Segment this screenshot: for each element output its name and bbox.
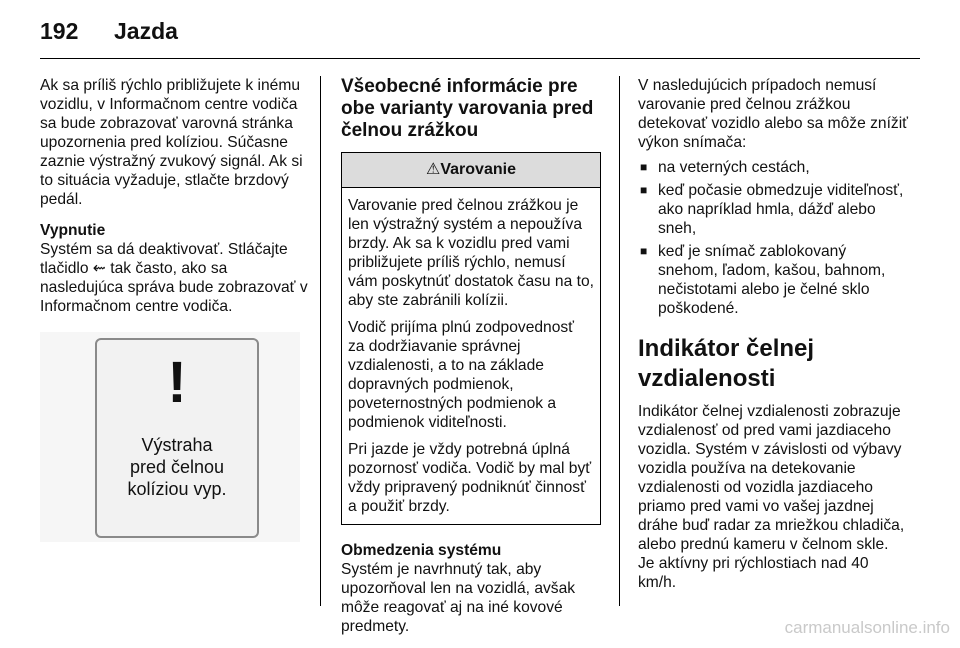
bullet-list [638,158,908,318]
driver-info-screen [95,338,259,538]
list-item: ■ keď počasie obmedzuje viditeľnosť, ako napríklad hmla, dážď alebo sneh, [638,181,908,238]
column-divider [320,76,321,606]
paragraph: Vodič prijíma plnú zodpovednosť za dodržiavanie správnej vzdialenosti, a to na základe dopravných podmienok, poveternostných podmienok a podmienok viditeľnosti. [348,319,575,431]
screen-line: Výstraha [141,435,213,455]
paragraph: Systém je navrhnutý tak, aby upozorňoval len na vozidlá, avšak môže reagovať aj na iné kovové predmety. [341,561,576,635]
screen-line: pred čelnou [129,457,225,477]
list-item: ■ keď je snímač zablokovaný snehom, ľadom, kašou, bahnom, nečistotami alebo je čelné sklo poškodené. [638,242,908,318]
paragraph: Indikátor čelnej vzdialenosti zobrazuje vzdialenosť od pred vami jazdiaceho vozidla. Systém v závislosti od výbavy vozidla používa na detekovanie vzdialenosti od vozidla jazdiaceho priamo pred vami vo vašej jazdnej dráhe buď radar za mriežkou chladiča, alebo prednú kameru v čelnom skle. Je aktívny pri rýchlostiach nad 40 km/h. [638,403,905,591]
paragraph: Varovanie pred čelnou zrážkou je len výstražný systém a nepoužíva brzdy. Ak sa k vozidlu pred vami približujete príliš rýchlo, nemusí vám poskytnúť dostatok času na to, aby ste zabránili kolízii. [348,197,594,309]
page-number: 192 [40,18,79,44]
subheading-limits: Obmedzenia systému [341,542,502,559]
page-header [40,18,178,45]
section-heading: Indikátor čelnej vzdialenosti [638,335,815,392]
screen-line: kolíziou vyp. [127,479,227,499]
chapter-title: Jazda [114,18,178,44]
warning-box [341,152,601,525]
warning-body [342,188,600,524]
warning-triangle-icon: ⚠ [426,161,441,178]
column-1 [40,76,308,542]
column-divider [619,76,620,606]
display-illustration [40,332,300,542]
list-item: ■ na veterných cestách, [638,158,908,177]
watermark: carmanualsonline.info [784,618,950,637]
subheading-off: Vypnutie [40,222,106,239]
column-2 [341,76,601,648]
paragraph: Systém sa dá deaktivovať. Stláčajte tlačidlo ⇜ tak často, ako sa nasledujúca správa bude zobrazovať v Informačnom centre vodiča. [40,241,308,315]
header-rule [40,58,920,59]
paragraph: Ak sa príliš rýchlo približujete k inému vozidlu, v Informačnom centre vodiča sa bude zobrazovať varovná stránka upozornenia pred kolíziou. Súčasne zaznie výstražný zvukový signál. Ak si to situácia vyžaduje, stlačte brzdový pedál. [40,77,303,208]
paragraph: V nasledujúcich prípadoch nemusí varovanie pred čelnou zrážkou detekovať vozidlo alebo sa môže znížiť výkon snímača: [638,77,909,151]
exclamation-icon: ! [167,350,187,415]
column-3 [638,76,908,604]
screen-message [97,434,257,500]
section-heading: Všeobecné informácie pre obe varianty varovania pred čelnou zrážkou [341,76,594,141]
warning-title: Varovanie [440,161,516,178]
warning-header [342,153,600,188]
paragraph: Pri jazde je vždy potrebná úplná pozornosť vodiča. Vodič by mal byť vždy pripravený podniknúť činnosť a použiť brzdy. [348,441,592,515]
